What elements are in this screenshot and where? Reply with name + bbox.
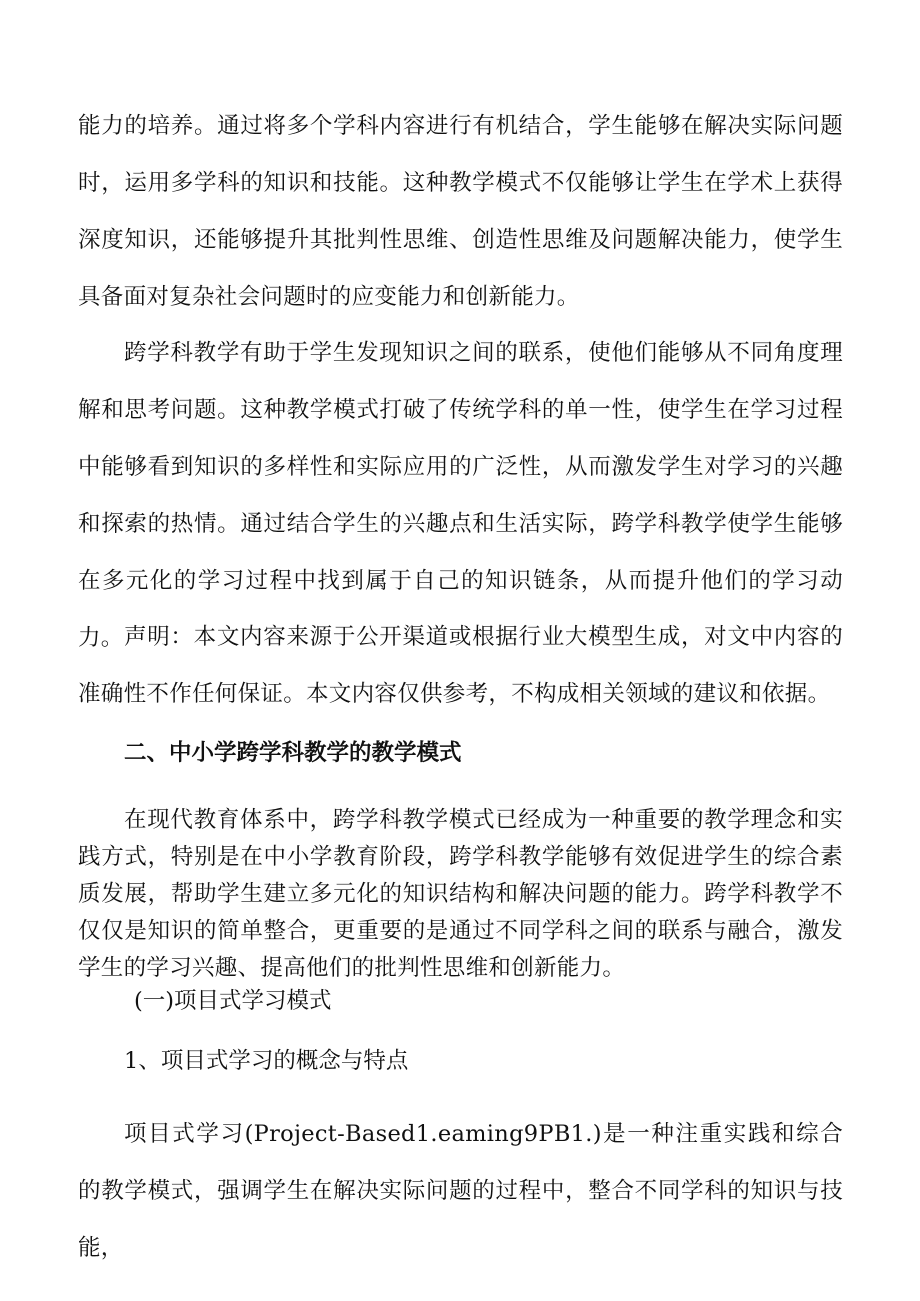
paragraph-project-based-learning: 项目式学习(Project-Based1.eaming9PB1.)是一种注重实践和综合的教学模式，强调学生在解决实际问题的过程中，整合不同学科的知识与技能， xyxy=(78,1121,843,1261)
subsection-heading-project-learning: (一)项目式学习模式 xyxy=(134,988,332,1014)
paragraph-modern-education: 在现代教育体系中，跨学科教学模式已经成为一种重要的教学理念和实践方式，特别是在中小学教育阶段，跨学科教学能够有效促进学生的综合素质发展，帮助学生建立多元化的知识结构和解决问题的能力。跨学科教学不仅仅是知识的简单整合，更重要的是通过不同学科之间的联系与融合，激发学生的学习兴趣、提高他们的批判性思维和创新能力。 xyxy=(78,807,843,981)
paragraph-knowledge-connection: 跨学科教学有助于学生发现知识之间的联系，使他们能够从不同角度理解和思考问题。这种教学模式打破了传统学科的单一性，使学生在学习过程中能够看到知识的多样性和实际应用的广泛性，从而激发学生对学习的兴趣和探索的热情。通过结合学生的兴趣点和生活实际，跨学科教学使学生能够在多元化的学习过程中找到属于自己的知识链条，从而提升他们的学习动力。 xyxy=(78,340,843,651)
subsection-heading-concept: 1、项目式学习的概念与特点 xyxy=(124,1048,409,1074)
section-heading-teaching-models: 二、中小学跨学科教学的教学模式 xyxy=(124,740,462,766)
paragraph-disclaimer: 声明：本文内容来源于公开渠道或根据行业大模型生成，对文中内容的准确性不作任何保证。本文内容仅供参考，不构成相关领域的建议和依据。 xyxy=(78,624,843,707)
paragraph-ability-cultivation: 能力的培养。通过将多个学科内容进行有机结合，学生能够在解决实际问题时，运用多学科的知识和技能。这种教学模式不仅能够让学生在学术上获得深度知识，还能够提升其批判性思维、创造性思维及问题解决能力，使学生具备面对复杂社会问题时的应变能力和创新能力。 xyxy=(78,113,843,310)
